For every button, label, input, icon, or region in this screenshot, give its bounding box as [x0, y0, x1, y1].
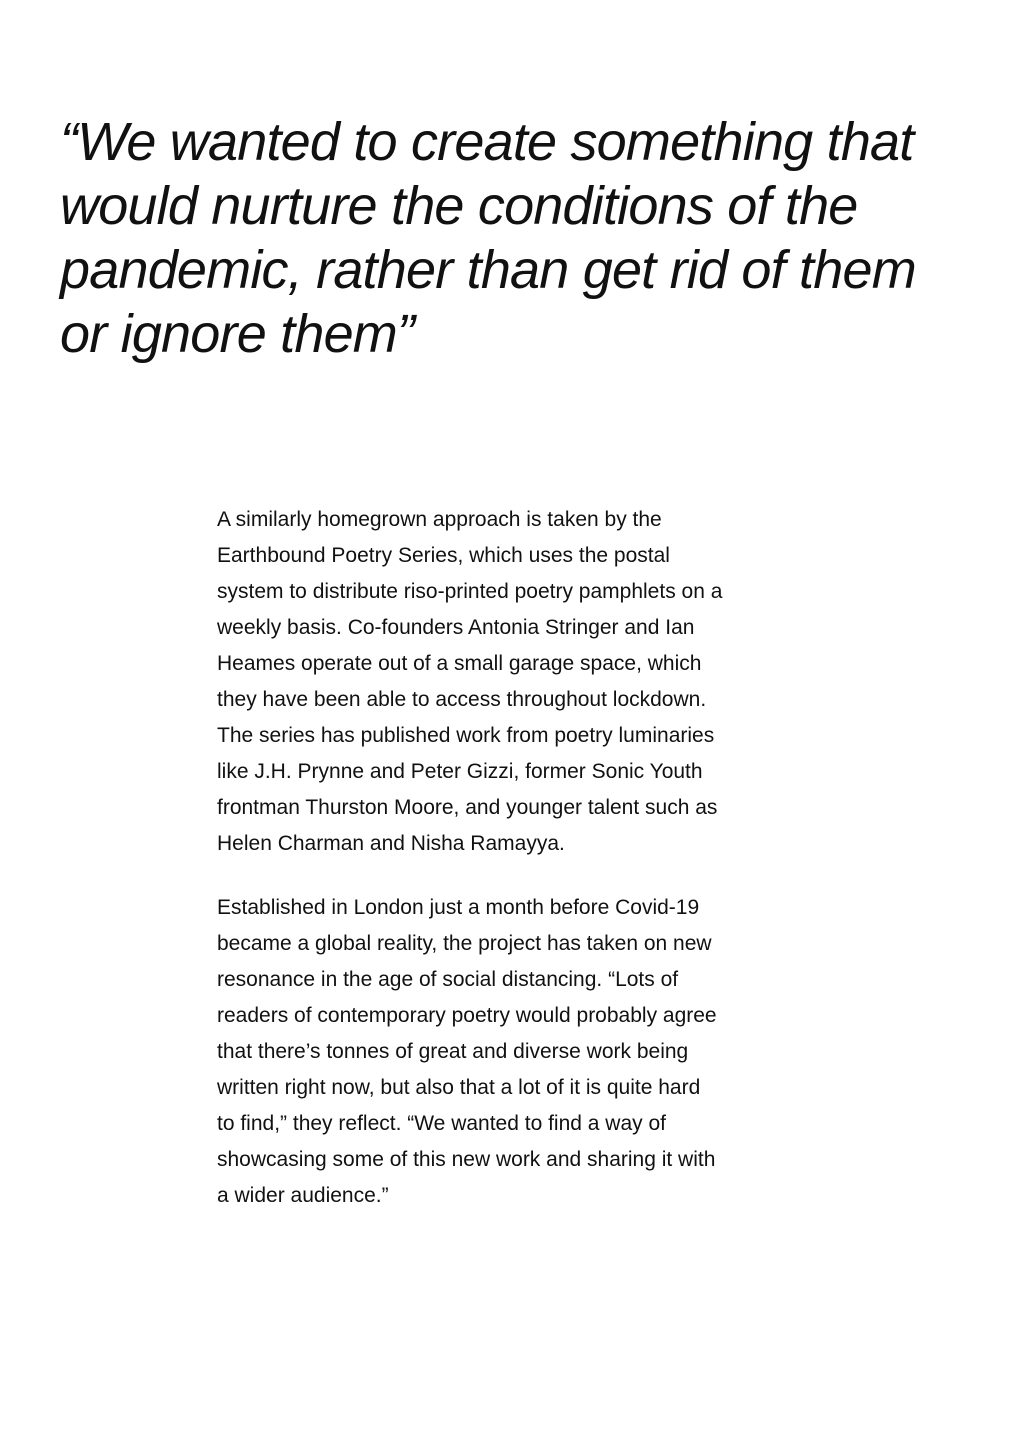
paragraph-line: they have been able to access throughout lockdown. [217, 688, 707, 711]
paragraph-line: The series has published work from poetry luminaries [217, 724, 715, 747]
pull-quote-line: “We wanted to create something that [60, 112, 914, 172]
paragraph-line: showcasing some of this new work and sharing it with [217, 1148, 716, 1171]
paragraph-line: written right now, but also that a lot of it is quite hard [217, 1076, 701, 1099]
paragraph-line: Helen Charman and Nisha Ramayya. [217, 832, 565, 855]
paragraph-line: Established in London just a month before Covid-19 [217, 896, 700, 919]
paragraph-line: frontman Thurston Moore, and younger talent such as [217, 796, 718, 819]
paragraph-line: weekly basis. Co-founders Antonia Stringer and Ian [217, 616, 695, 639]
pull-quote [60, 110, 980, 366]
article-paragraph-1 [217, 502, 817, 862]
paragraph-line: became a global reality, the project has taken on new [217, 932, 712, 955]
paragraph-line: to find,” they reflect. “We wanted to find a way of [217, 1112, 666, 1135]
paragraph-line: a wider audience.” [217, 1184, 389, 1207]
paragraph-line: system to distribute riso-printed poetry pamphlets on a [217, 580, 723, 603]
pull-quote-line: would nurture the conditions of the [60, 176, 858, 236]
paragraph-line: that there’s tonnes of great and diverse work being [217, 1040, 689, 1063]
paragraph-line: like J.H. Prynne and Peter Gizzi, former Sonic Youth [217, 760, 703, 783]
paragraph-line: readers of contemporary poetry would probably agree [217, 1004, 717, 1027]
pull-quote-line: pandemic, rather than get rid of them [60, 240, 916, 300]
pull-quote-line: or ignore them” [60, 304, 415, 364]
paragraph-line: Heames operate out of a small garage space, which [217, 652, 702, 675]
paragraph-line: Earthbound Poetry Series, which uses the postal [217, 544, 670, 567]
article-body [217, 502, 817, 1242]
paragraph-line: A similarly homegrown approach is taken by the [217, 508, 662, 531]
article-paragraph-2 [217, 890, 817, 1214]
paragraph-line: resonance in the age of social distancing. “Lots of [217, 968, 679, 991]
